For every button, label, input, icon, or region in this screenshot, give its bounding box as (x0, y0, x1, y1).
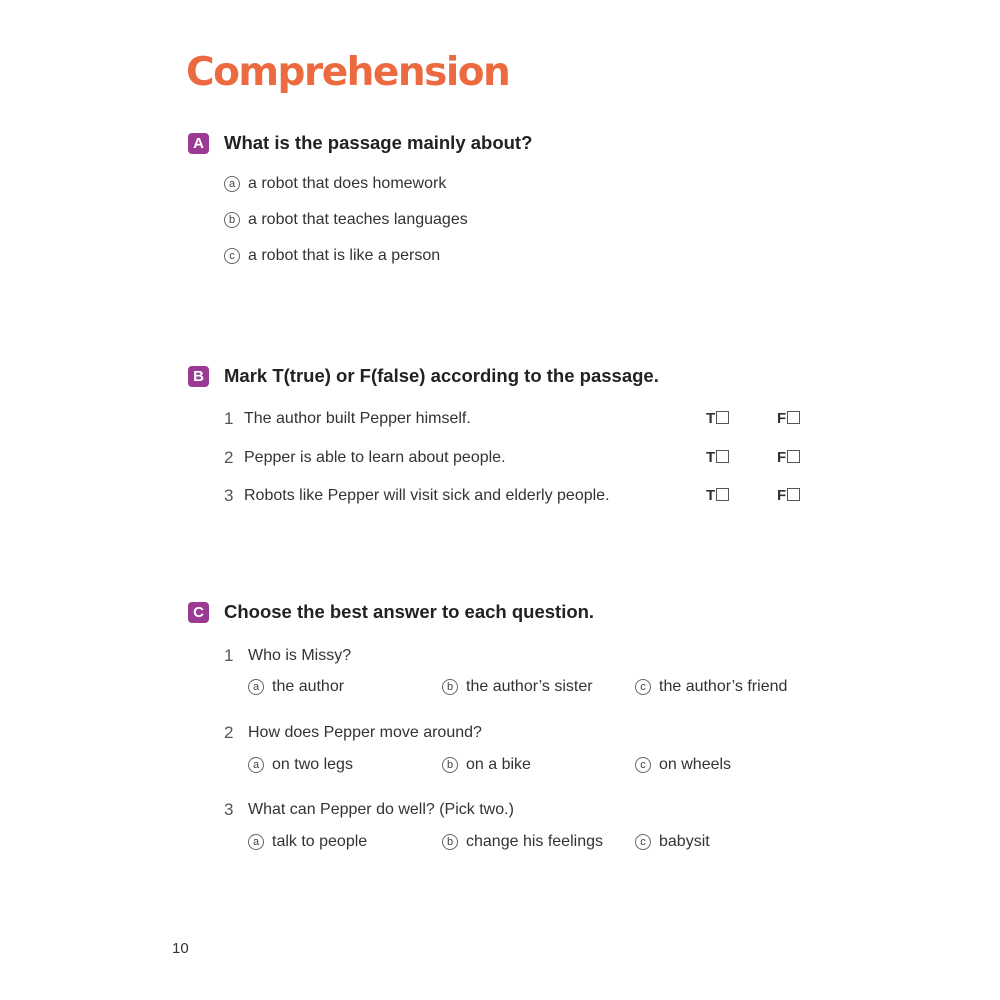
section-b-item-number: 2 (224, 448, 234, 467)
page-number: 10 (172, 940, 189, 957)
option-letter-circle: a (248, 757, 264, 773)
true-label: T (706, 449, 716, 466)
section-c-q3-option-a[interactable] (248, 832, 367, 852)
option-text: the author’s friend (659, 678, 788, 695)
true-label: T (706, 410, 716, 427)
option-text: the author (272, 678, 345, 695)
false-checkbox[interactable] (777, 448, 800, 468)
false-checkbox[interactable] (777, 486, 800, 506)
option-letter-circle: a (248, 679, 264, 695)
checkbox-square-icon[interactable] (716, 411, 729, 424)
option-letter-circle: c (635, 757, 651, 773)
section-c-question-number: 2 (224, 723, 234, 742)
true-checkbox[interactable] (706, 486, 729, 506)
section-b-item-number: 1 (224, 409, 234, 428)
option-text: a robot that does homework (248, 175, 447, 192)
section-c-q3-option-b[interactable] (442, 832, 603, 852)
option-text: a robot that is like a person (248, 247, 441, 264)
true-label: T (706, 487, 716, 504)
section-c-question-number: 1 (224, 646, 234, 665)
page-title: Comprehension (186, 50, 510, 95)
option-text: babysit (659, 833, 710, 850)
section-a-option-c[interactable] (224, 246, 440, 266)
section-c-q1-option-b[interactable] (442, 677, 593, 697)
section-b-item-number: 3 (224, 486, 234, 505)
section-c-q2-option-c[interactable] (635, 755, 731, 775)
section-b-statement: Pepper is able to learn about people. (244, 449, 506, 466)
section-c-q2-option-a[interactable] (248, 755, 353, 775)
option-letter-circle: a (224, 176, 240, 192)
option-text: talk to people (272, 833, 368, 850)
section-b-statement: Robots like Pepper will visit sick and elderly people. (244, 487, 610, 504)
section-a-option-a[interactable] (224, 174, 446, 194)
checkbox-square-icon[interactable] (787, 411, 800, 424)
section-b-heading: Mark T(true) or F(false) according to the passage. (224, 365, 659, 386)
option-letter-circle: c (635, 834, 651, 850)
false-label: F (777, 487, 787, 504)
option-letter-circle: b (442, 834, 458, 850)
option-text: on two legs (272, 756, 353, 773)
option-letter-circle: c (224, 248, 240, 264)
option-letter-circle: b (442, 757, 458, 773)
option-text: the author’s sister (466, 678, 593, 695)
option-letter-circle: a (248, 834, 264, 850)
section-c-q2-option-b[interactable] (442, 755, 531, 775)
option-letter-circle: b (442, 679, 458, 695)
section-b-statement: The author built Pepper himself. (244, 410, 471, 427)
option-text: on a bike (466, 756, 531, 773)
checkbox-square-icon[interactable] (716, 450, 729, 463)
true-checkbox[interactable] (706, 409, 729, 429)
option-text: a robot that teaches languages (248, 211, 468, 228)
section-c-q1-option-a[interactable] (248, 677, 344, 697)
option-letter-circle: c (635, 679, 651, 695)
checkbox-square-icon[interactable] (787, 488, 800, 501)
section-a-badge: A (188, 133, 209, 154)
section-c-q1-option-c[interactable] (635, 677, 787, 697)
section-a-heading: What is the passage mainly about? (224, 132, 533, 153)
false-checkbox[interactable] (777, 409, 800, 429)
section-c-question-text: How does Pepper move around? (248, 724, 482, 741)
false-label: F (777, 449, 787, 466)
section-b-badge: B (188, 366, 209, 387)
section-c-question-number: 3 (224, 800, 234, 819)
false-label: F (777, 410, 787, 427)
section-c-question-text: What can Pepper do well? (Pick two.) (248, 801, 514, 818)
option-letter-circle: b (224, 212, 240, 228)
checkbox-square-icon[interactable] (787, 450, 800, 463)
option-text: on wheels (659, 756, 732, 773)
section-a-option-b[interactable] (224, 210, 468, 230)
checkbox-square-icon[interactable] (716, 488, 729, 501)
option-text: change his feelings (466, 833, 603, 850)
section-c-badge: C (188, 602, 209, 623)
section-c-question-text: Who is Missy? (248, 647, 352, 664)
true-checkbox[interactable] (706, 448, 729, 468)
section-c-q3-option-c[interactable] (635, 832, 710, 852)
section-c-heading: Choose the best answer to each question. (224, 601, 595, 622)
